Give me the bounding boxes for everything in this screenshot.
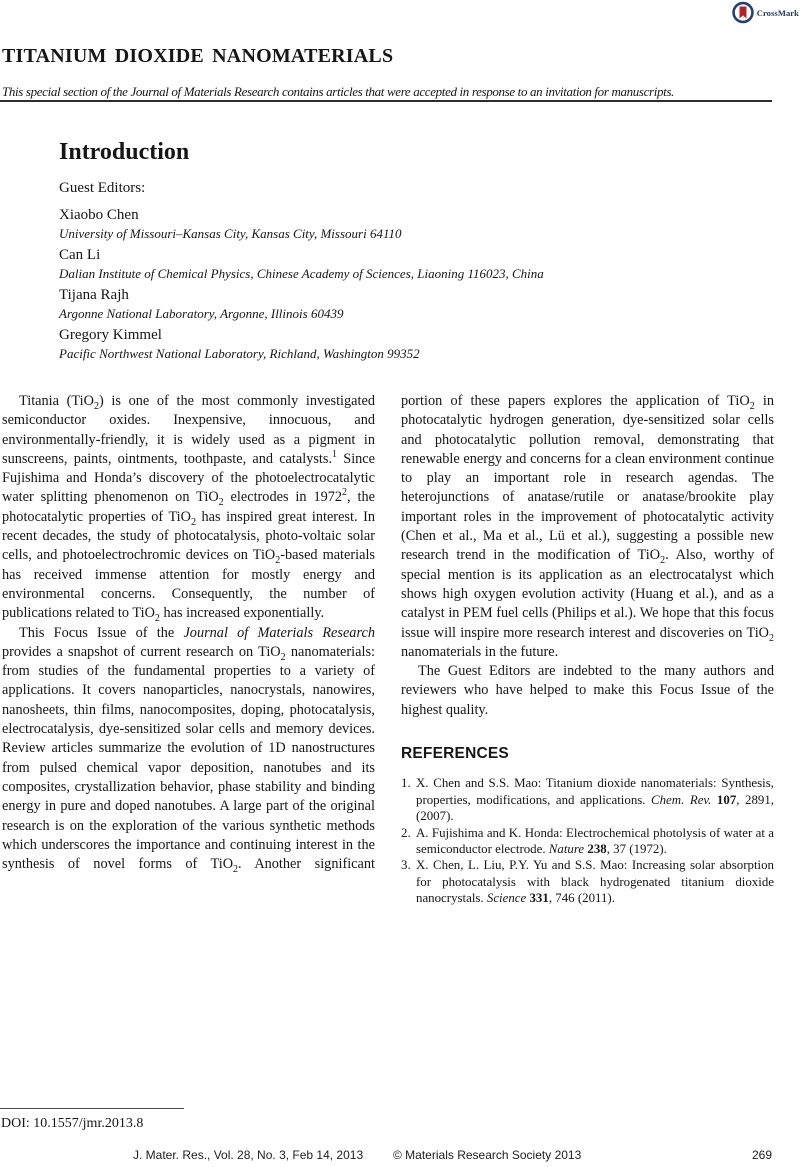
footer-journal-line: J. Mater. Res., Vol. 28, No. 3, Feb 14, 2013	[133, 1148, 364, 1162]
reference-number: 1.	[401, 776, 411, 791]
crossmark-label: CrossMark	[756, 7, 799, 18]
body-paragraph: Titania (TiO$_2$) is one of the most commonly investigated semiconductor oxides. Inexpensive, innocuous, and environmentally-friendly, it is widely used as a pigment in sunscreens, paints, ointments, toothpaste, and catalysts.$^1$ Since Fujishima and Honda’s discovery of the photoelectrocatalytic water splitting phenomenon on TiO$_2$ electrodes in 1972$^2$, the photocatalytic properties of TiO$_2$ has inspired great interest. In recent decades, the study of photocatalysis, photo-voltaic solar cells, and photoelectrochromic devices on TiO$_2$-based materials has received immense attention for mostly energy and environmental concerns. Consequently, the number of publications related to TiO$_2$ has increased exponentially.	[2, 393, 376, 625]
references-heading: REFERENCES	[401, 745, 509, 763]
guest-editors-block	[59, 180, 544, 367]
footer-page-number: 269	[751, 1148, 772, 1162]
guest-editor	[59, 207, 544, 241]
intro-heading: Introduction	[59, 139, 190, 165]
body-columns	[2, 392, 774, 907]
right-column	[401, 392, 774, 907]
reference-number: 2.	[401, 825, 411, 840]
left-column	[2, 392, 375, 907]
crossmark-icon	[732, 1, 754, 24]
editor-affiliation: University of Missouri–Kansas City, Kansas City, Missouri 64110	[59, 226, 402, 241]
guest-editor	[59, 327, 544, 361]
body-paragraph: This Focus Issue of the Journal of Materials Research provides a snapshot of current research on TiO$_2$ nanomaterials: from studies of the fundamental properties to a variety of applications. It covers nanoparticles, nanocrystals, nanowires, nanosheets, thin films, nanocomposites, doping, photocatalysis, electrocatalysis, dye-sensitized solar cells and memory devices. Review articles summarize the evolution of 1D nanostructures from pulsed chemical vapor deposition, nanotubes and its composites, crystallization behavior, phase stability and binding energy in pure and doped nanotubes. A large part of the original research is on the exploration of the various synthetic methods which underscores the importance and continuing interest in the synthesis of novel forms of TiO$_2$. Another significant	[2, 624, 375, 875]
reference-item	[401, 857, 774, 906]
guest-editor	[59, 247, 544, 281]
editor-affiliation: Argonne National Laboratory, Argonne, Illinois 60439	[59, 306, 344, 321]
section-note: This special section of the Journal of Materials Research contains articles that were accepted in response to an invitation for manuscripts.	[2, 84, 675, 99]
guest-editors-label: Guest Editors:	[59, 180, 146, 196]
crossmark-badge[interactable]	[732, 1, 799, 24]
reference-item	[401, 775, 774, 824]
editor-name: Can Li	[59, 247, 101, 263]
editor-name: Gregory Kimmel	[59, 327, 162, 343]
reference-number: 3.	[401, 858, 411, 873]
editor-affiliation: Dalian Institute of Chemical Physics, Chinese Academy of Sciences, Liaoning 116023, China	[59, 266, 544, 281]
references-section	[401, 744, 774, 907]
reference-text: X. Chen, L. Liu, P.Y. Yu and S.S. Mao: Increasing solar absorption for photocatalysis with black hydrogenated titanium dioxide nanocrystals. Science 331, 746 (2011).	[416, 858, 774, 906]
editor-name: Xiaobo Chen	[59, 207, 139, 223]
body-paragraph: The Guest Editors are indebted to the many authors and reviewers who have helped to make this Focus Issue of the highest quality.	[401, 663, 774, 718]
header-rule	[0, 100, 772, 102]
reference-text: X. Chen and S.S. Mao: Titanium dioxide nanomaterials: Synthesis, properties, modifications, and applications. Chem. Rev. 107, 2891, (2007).	[416, 776, 774, 824]
doi-text: DOI: 10.1557/jmr.2013.8	[1, 1116, 144, 1131]
page-footer	[0, 1148, 776, 1163]
reference-text: A. Fujishima and K. Honda: Electrochemical photolysis of water at a semiconductor electrode. Nature 238, 37 (1972).	[416, 825, 774, 856]
editor-affiliation: Pacific Northwest National Laboratory, Richland, Washington 99352	[59, 346, 420, 361]
footnote-rule	[0, 1108, 184, 1109]
editor-name: Tijana Rajh	[59, 287, 129, 303]
body-paragraph: portion of these papers explores the application of TiO$_2$ in photocatalytic hydrogen generation, dye-sensitized solar cells and photocatalytic pollution removal, demonstrating that renewable energy and concerns for a clean environment continue to play an important role in research agendas. The heterojunctions of anatase/rutile or anatase/brookite play important roles in the improvement of photocatalytic activity (Chen et al., Ma et al., Lü et al.), suggesting a possible new research trend in the modification of TiO$_2$. Also, worthy of special mention is its application as an electrocatalyst which shows high oxygen evolution activity (Huang et al.), and as a catalyst in PEM fuel cells (Philips et al.). We hope that this focus issue will inspire more research interest and discoveries on TiO$_2$ nanomaterials in the future.	[401, 393, 774, 660]
article-section-title: TITANIUM DIOXIDE NANOMATERIALS	[2, 45, 394, 67]
footer-copyright: © Materials Research Society 2013	[393, 1148, 582, 1162]
reference-item	[401, 825, 774, 858]
guest-editor	[59, 287, 544, 321]
